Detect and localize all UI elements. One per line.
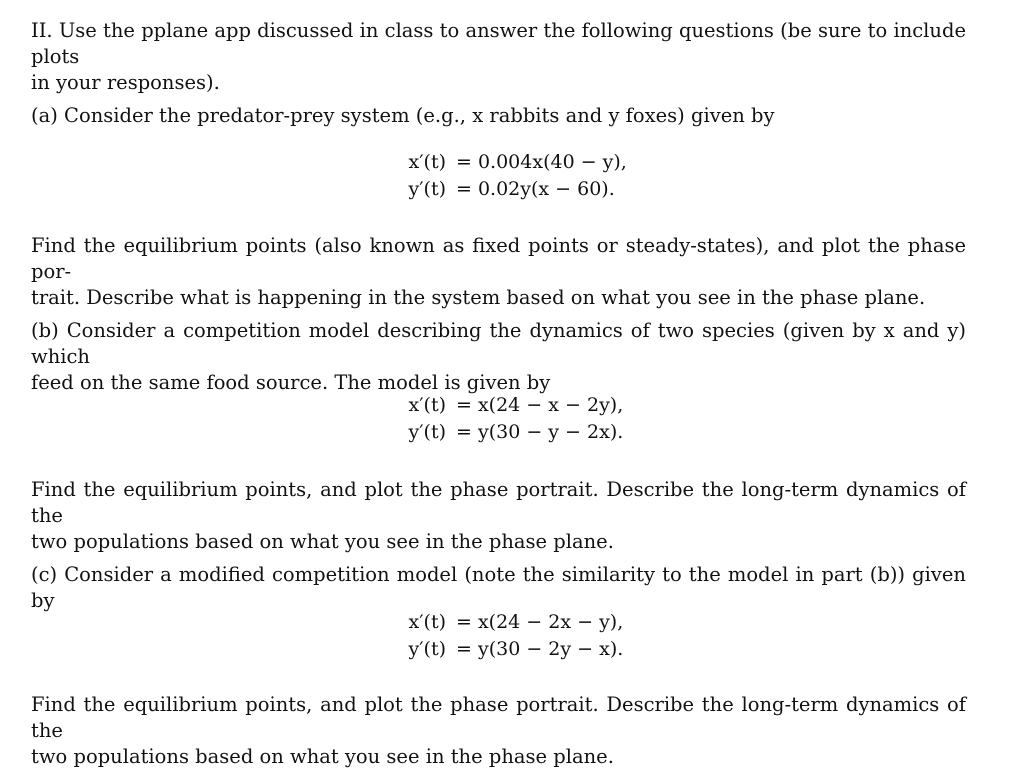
part-c-equation-1 (370, 609, 623, 636)
part-a-eq2-lhs: y′(t) (408, 178, 446, 200)
part-b-equation-1 (370, 392, 623, 419)
part-a-follow-line-1: Find the equilibrium points (also known as fixed points or steady-states), and plot the phase por- (31, 234, 966, 283)
part-c-eq2-lhs: y′(t) (408, 638, 446, 660)
part-c-equation-2 (370, 636, 623, 663)
part-b-equations (370, 392, 623, 446)
part-c-eq2-rhs: = y(30 − 2y − x). (456, 638, 624, 660)
part-c-lead: (c) Consider a modified competition model (note the similarity to the model in part (b)) given by (31, 563, 966, 612)
part-b-instructions (31, 477, 966, 555)
intro-paragraph (31, 18, 966, 96)
part-b-lead-line-2: feed on the same food source. The model is given by (31, 371, 551, 394)
part-b-eq1-lhs: x′(t) (408, 394, 446, 416)
part-b-lead-line-1: (b) Consider a competition model describing the dynamics of two species (given by x and y) which (31, 319, 966, 368)
part-a-lead: (a) Consider the predator-prey system (e.g., x rabbits and y foxes) given by (31, 104, 775, 127)
part-a-equations (370, 149, 627, 203)
part-a-instructions (31, 233, 966, 311)
part-a-eq1-lhs: x′(t) (408, 151, 446, 173)
part-b-eq1-rhs: = x(24 − x − 2y), (456, 394, 624, 416)
part-c-follow-line-1: Find the equilibrium points, and plot the phase portrait. Describe the long-term dynamics of the (31, 693, 966, 742)
intro-line-1: II. Use the pplane app discussed in class to answer the following questions (be sure to include plots (31, 19, 966, 68)
part-c-eq1-lhs: x′(t) (408, 611, 446, 633)
intro-line-2: in your responses). (31, 71, 220, 94)
part-b-eq2-lhs: y′(t) (408, 421, 446, 443)
part-a-follow-line-2: trait. Describe what is happening in the system based on what you see in the phase plane. (31, 286, 926, 309)
part-c-follow-line-2: two populations based on what you see in the phase plane. (31, 745, 614, 768)
part-a-eq1-rhs: = 0.004x(40 − y), (456, 151, 627, 173)
part-c-instructions (31, 692, 966, 770)
part-b-eq2-rhs: = y(30 − y − 2x). (456, 421, 624, 443)
part-a-eq2-rhs: = 0.02y(x − 60). (456, 178, 615, 200)
part-b-follow-line-1: Find the equilibrium points, and plot the phase portrait. Describe the long-term dynamics of the (31, 478, 966, 527)
part-c-eq1-rhs: = x(24 − 2x − y), (456, 611, 624, 633)
part-b-follow-line-2: two populations based on what you see in the phase plane. (31, 530, 614, 553)
part-b-lead (31, 318, 966, 396)
part-a-equation-1 (370, 149, 627, 176)
part-c-equations (370, 609, 623, 663)
part-b-equation-2 (370, 419, 623, 446)
part-a-equation-2 (370, 176, 627, 203)
